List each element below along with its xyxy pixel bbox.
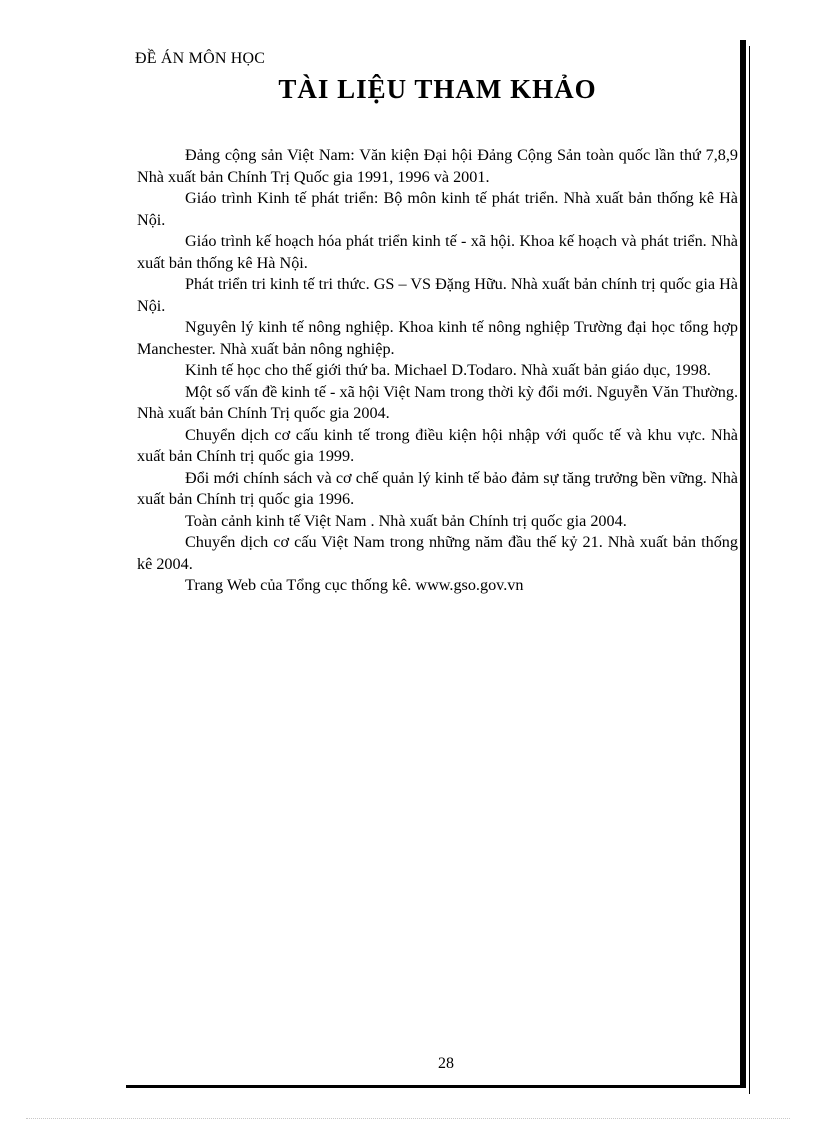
course-header: ĐỀ ÁN MÔN HỌC [135,50,266,67]
reference-item: Nguyên lý kinh tế nông nghiệp. Khoa kinh tế nông nghiệp Trường đại học tổng hợp Manchester. Nhà xuất bản nông nghiệp. [137,318,738,358]
reference-list [137,145,738,597]
reference-item: Giáo trình Kinh tế phát triển: Bộ môn kinh tế phát triển. Nhà xuất bản thống kê Hà Nội. [137,189,738,229]
page-number: 28 [438,1055,454,1072]
reference-item: Trang Web của Tổng cục thống kê. www.gso.gov.vn [185,576,524,594]
reference-item: Giáo trình kế hoạch hóa phát triển kinh tế - xã hội. Khoa kế hoạch và phát triển. Nhà xuất bản thống kê Hà Nội. [137,232,738,272]
reference-item: Chuyển dịch cơ cấu Việt Nam trong những năm đầu thế kỷ 21. Nhà xuất bản thống kê 2004. [137,533,738,573]
page-title: TÀI LIỆU THAM KHẢO [278,74,597,104]
page-number-container [0,1055,816,1073]
reference-item: Phát triển tri kinh tế tri thức. GS – VS Đặng Hữu. Nhà xuất bản chính trị quốc gia Hà Nội. [137,275,738,315]
reference-item: Một số vấn đề kinh tế - xã hội Việt Nam trong thời kỳ đổi mới. Nguyễn Văn Thường. Nhà xuất bản Chính Trị quốc gia 2004. [137,382,738,422]
reference-item: Chuyển dịch cơ cấu kinh tế trong điều kiện hội nhập với quốc tế và khu vực. Nhà xuất bản Chính trị quốc gia 1999. [137,425,738,465]
reference-item: Đảng cộng sản Việt Nam: Văn kiện Đại hội Đảng Cộng Sản toàn quốc lần thứ 7,8,9 Nhà xuất bản Chính Trị Quốc gia 1991, 1996 và 2001. [137,146,738,186]
reference-item: Kinh tế học cho thế giới thứ ba. Michael D.Todaro. Nhà xuất bản giáo dục, 1998. [185,361,711,379]
page-bottom-edge [26,1118,790,1119]
reference-item: Đổi mới chính sách và cơ chế quản lý kinh tế bảo đảm sự tăng trưởng bền vững. Nhà xuất bản Chính trị quốc gia 1996. [137,468,738,508]
reference-item: Toàn cảnh kinh tế Việt Nam . Nhà xuất bản Chính trị quốc gia 2004. [185,511,627,530]
